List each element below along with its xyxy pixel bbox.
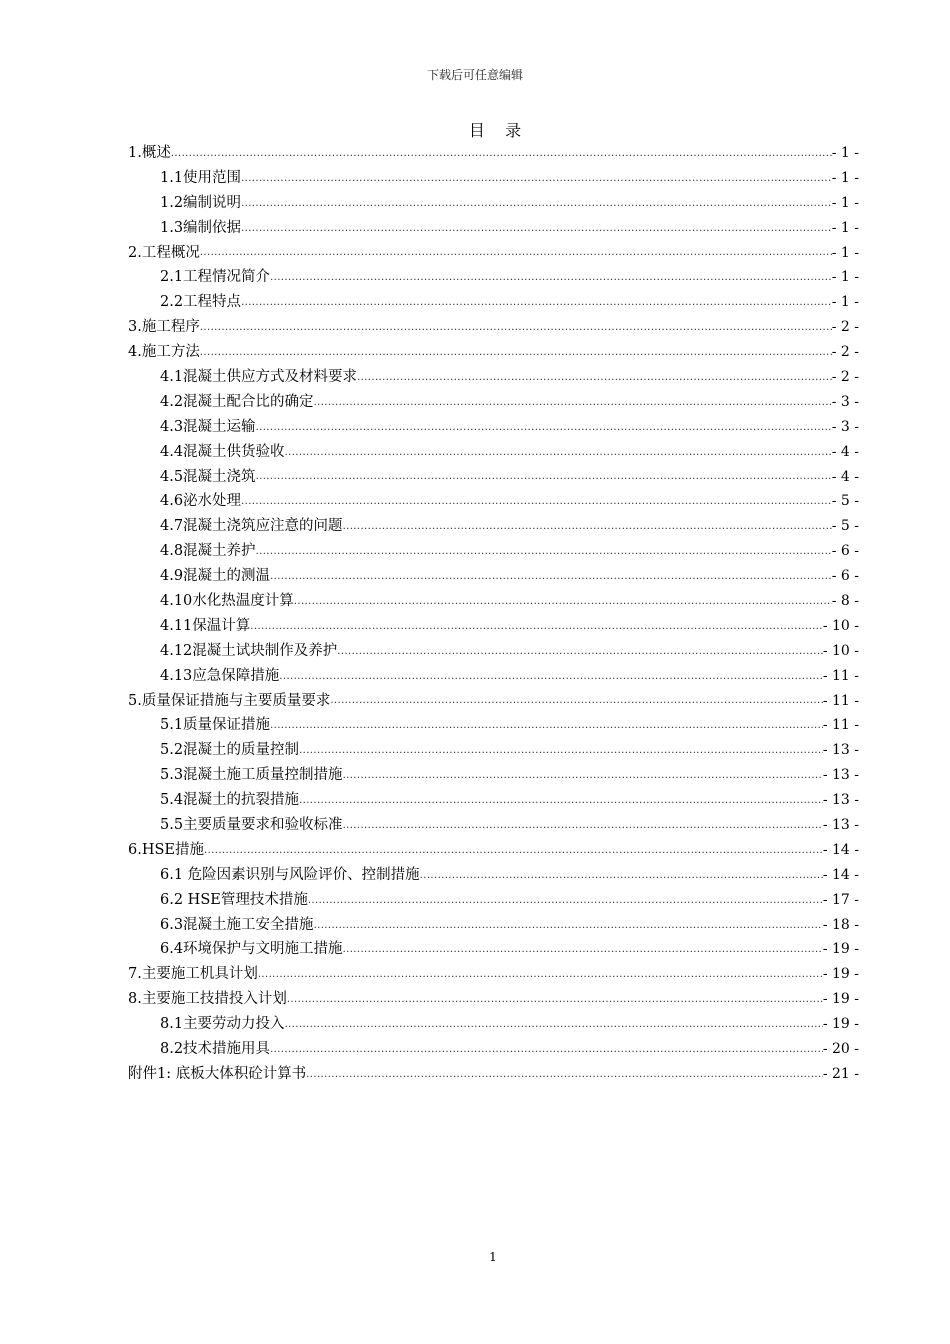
toc-entry-page: - 2 - xyxy=(831,369,859,385)
toc-entry[interactable] xyxy=(128,987,859,1012)
toc-entry-title: 1.概述 xyxy=(128,144,171,161)
toc-entry-title: 4.13应急保障措施 xyxy=(160,667,280,684)
toc-entry-page: - 5 - xyxy=(831,518,859,535)
toc-dot-leader xyxy=(241,197,832,211)
toc-entry-page: - 1 - xyxy=(831,294,859,311)
toc-entry[interactable] xyxy=(128,639,859,664)
toc-entry-title: 2.工程概况 xyxy=(128,244,200,261)
toc-entry-title: 4.3混凝土运输 xyxy=(160,418,256,435)
toc-entry[interactable] xyxy=(128,191,859,216)
toc-dot-leader xyxy=(256,421,832,435)
toc-entry[interactable] xyxy=(128,514,859,539)
toc-dot-leader xyxy=(343,819,823,833)
toc-dot-leader xyxy=(250,620,823,634)
toc-entry[interactable] xyxy=(128,440,859,465)
toc-entry-title: 附件1: 底板大体积砼计算书 xyxy=(128,1065,307,1082)
toc-dot-leader xyxy=(270,271,832,285)
toc-entry[interactable] xyxy=(128,813,859,838)
toc-entry[interactable] xyxy=(128,913,859,938)
toc-entry-page: - 11 - xyxy=(822,717,859,734)
toc-entry[interactable] xyxy=(128,539,859,564)
toc-dot-leader xyxy=(343,520,832,534)
toc-dot-leader xyxy=(204,844,823,858)
toc-entry[interactable] xyxy=(128,290,859,315)
toc-dot-leader xyxy=(299,744,823,758)
toc-entry-title: 3.施工程序 xyxy=(128,319,200,336)
toc-entry-page: - 13 - xyxy=(822,792,859,809)
toc-entry-title: 6.4环境保护与文明施工措施 xyxy=(160,941,343,958)
toc-dot-leader xyxy=(171,147,832,161)
toc-entry[interactable] xyxy=(128,564,859,589)
toc-entry-title: 8.1主要劳动力投入 xyxy=(160,1016,285,1033)
toc-entry-page: - 1 - xyxy=(831,144,859,161)
page-header: 下载后可任意编辑 xyxy=(426,68,523,82)
toc-entry-page: - 8 - xyxy=(831,593,859,610)
toc-entry-page: - 13 - xyxy=(822,817,859,834)
toc-entry[interactable] xyxy=(128,265,859,290)
toc-entry-page: - 2 - xyxy=(831,319,859,336)
toc-entry[interactable] xyxy=(128,216,859,241)
toc-dot-leader xyxy=(200,321,832,335)
toc-entry-page: - 6 - xyxy=(831,568,859,585)
toc-entry-title: 5.5主要质量要求和验收标准 xyxy=(160,817,343,834)
toc-entry[interactable] xyxy=(128,1012,859,1037)
toc-entry[interactable] xyxy=(128,589,859,614)
toc-dot-leader xyxy=(337,645,823,659)
toc-entry-title: 4.施工方法 xyxy=(128,344,200,361)
toc-entry-page: - 4 - xyxy=(831,443,859,460)
toc-entry[interactable] xyxy=(128,863,859,888)
toc-entry-page: - 21 - xyxy=(822,1065,859,1082)
toc-entry[interactable] xyxy=(128,1062,859,1087)
toc-entry-page: - 14 - xyxy=(822,841,859,858)
toc-entry-title: 4.6泌水处理 xyxy=(160,493,242,510)
toc-entry-page: - 1 - xyxy=(831,219,859,236)
toc-entry-page: - 19 - xyxy=(822,966,859,983)
toc-entry[interactable] xyxy=(128,614,859,639)
table-of-contents xyxy=(128,141,859,1087)
toc-entry-title: 4.2混凝土配合比的确定 xyxy=(160,393,314,410)
toc-entry-title: 2.2工程特点 xyxy=(160,294,242,311)
toc-entry-page: - 19 - xyxy=(822,1016,859,1033)
toc-dot-leader xyxy=(256,545,832,559)
toc-dot-leader xyxy=(330,694,822,708)
toc-entry-title: 4.1混凝土供应方式及材料要求 xyxy=(160,369,358,385)
toc-entry-page: - 5 - xyxy=(831,493,859,510)
toc-entry-page: - 18 - xyxy=(822,916,859,933)
toc-entry[interactable] xyxy=(128,888,859,913)
toc-dot-leader xyxy=(279,670,823,684)
toc-entry-page: - 4 - xyxy=(831,468,859,485)
toc-entry-title: 5.4混凝土的抗裂措施 xyxy=(160,792,300,809)
toc-entry-title: 4.8混凝土养护 xyxy=(160,543,256,560)
toc-entry[interactable] xyxy=(128,166,859,191)
toc-entry[interactable] xyxy=(128,390,859,415)
toc-dot-leader xyxy=(420,869,823,883)
toc-entry-page: - 1 - xyxy=(831,169,859,186)
toc-entry[interactable] xyxy=(128,713,859,738)
toc-entry-title: 1.3编制依据 xyxy=(160,219,242,236)
toc-entry-page: - 17 - xyxy=(822,891,859,908)
toc-dot-leader xyxy=(200,346,832,360)
toc-entry[interactable] xyxy=(128,838,859,863)
toc-entry[interactable] xyxy=(128,689,859,714)
toc-dot-leader xyxy=(270,719,823,733)
toc-dot-leader xyxy=(357,371,832,385)
toc-entry-title: 4.5混凝土浇筑 xyxy=(160,468,256,485)
toc-entry-page: - 10 - xyxy=(822,642,859,659)
toc-entry[interactable] xyxy=(128,763,859,788)
toc-entry-page: - 14 - xyxy=(822,866,859,883)
toc-dot-leader xyxy=(285,446,832,460)
toc-entry-title: 4.12混凝土试块制作及养护 xyxy=(160,642,338,659)
toc-entry-page: - 1 - xyxy=(831,194,859,211)
toc-dot-leader xyxy=(200,246,832,260)
toc-entry-page: - 10 - xyxy=(822,617,859,634)
toc-entry-title: 7.主要施工机具计划 xyxy=(128,966,258,983)
toc-dot-leader xyxy=(308,894,823,908)
toc-entry-title: 2.1工程情况简介 xyxy=(160,269,271,286)
toc-entry-page: - 2 - xyxy=(831,344,859,361)
toc-entry-title: 4.10水化热温度计算 xyxy=(160,593,294,610)
toc-dot-leader xyxy=(241,296,832,310)
toc-entry-title: 1.2编制说明 xyxy=(160,194,242,211)
toc-dot-leader xyxy=(314,396,832,410)
toc-dot-leader xyxy=(287,993,823,1007)
toc-entry-page: - 19 - xyxy=(822,991,859,1008)
toc-entry-title: 8.2技术措施用具 xyxy=(160,1041,271,1058)
toc-entry-title: 1.1使用范围 xyxy=(160,169,242,186)
toc-entry-title: 4.9混凝土的测温 xyxy=(160,568,271,585)
toc-entry-title: 6.3混凝土施工安全措施 xyxy=(160,916,314,933)
toc-entry-title: 4.4混凝土供货验收 xyxy=(160,443,285,460)
toc-entry[interactable] xyxy=(128,788,859,813)
toc-dot-leader xyxy=(294,595,832,609)
toc-entry-title: 5.2混凝土的质量控制 xyxy=(160,742,300,759)
toc-entry[interactable] xyxy=(128,962,859,987)
toc-entry-page: - 13 - xyxy=(822,742,859,759)
toc-entry-page: - 6 - xyxy=(831,543,859,560)
toc-entry-page: - 11 - xyxy=(822,667,859,684)
toc-entry[interactable] xyxy=(128,340,859,365)
toc-entry-title: 4.7混凝土浇筑应注意的问题 xyxy=(160,518,343,535)
page-number: 1 xyxy=(489,1250,497,1264)
toc-entry[interactable] xyxy=(128,738,859,763)
toc-entry-title: 5.质量保证措施与主要质量要求 xyxy=(128,692,331,709)
toc-dot-leader xyxy=(306,1068,823,1082)
toc-dot-leader xyxy=(343,943,823,957)
toc-entry-page: - 11 - xyxy=(822,692,859,709)
toc-entry-page: - 13 - xyxy=(822,767,859,784)
toc-dot-leader xyxy=(299,794,823,808)
toc-entry-page: - 3 - xyxy=(831,393,859,410)
toc-entry[interactable] xyxy=(128,415,859,440)
toc-entry-title: 5.3混凝土施工质量控制措施 xyxy=(160,767,343,784)
toc-entry[interactable] xyxy=(128,315,859,340)
toc-dot-leader xyxy=(343,769,823,783)
toc-dot-leader xyxy=(256,470,832,484)
toc-entry-title: 6.HSE措施 xyxy=(128,841,204,858)
toc-title: 目 录 xyxy=(468,121,522,140)
toc-entry[interactable] xyxy=(128,465,859,490)
toc-dot-leader xyxy=(241,222,832,236)
toc-entry-title: 4.11保温计算 xyxy=(160,617,251,634)
toc-dot-leader xyxy=(270,570,832,584)
toc-entry[interactable] xyxy=(128,664,859,689)
toc-dot-leader xyxy=(285,1018,823,1032)
toc-entry[interactable] xyxy=(128,1037,859,1062)
toc-entry-title: 6.1 危险因素识别与风险评价、控制措施 xyxy=(160,866,420,883)
toc-dot-leader xyxy=(241,495,832,509)
toc-entry-page: - 3 - xyxy=(831,418,859,435)
toc-dot-leader xyxy=(258,968,823,982)
toc-entry-title: 6.2 HSE管理技术措施 xyxy=(160,891,308,908)
toc-entry[interactable] xyxy=(128,141,859,166)
toc-dot-leader xyxy=(241,172,832,186)
toc-entry-title: 5.1质量保证措施 xyxy=(160,717,271,734)
toc-entry-page: - 19 - xyxy=(822,941,859,958)
toc-entry-page: - 20 - xyxy=(822,1041,859,1058)
toc-entry-page: - 1 - xyxy=(831,244,859,261)
toc-dot-leader xyxy=(314,919,823,933)
toc-entry-title: 8.主要施工技措投入计划 xyxy=(128,991,287,1008)
toc-entry[interactable] xyxy=(128,489,859,514)
toc-entry-page: - 1 - xyxy=(831,269,859,286)
toc-dot-leader xyxy=(270,1043,823,1057)
toc-entry[interactable] xyxy=(128,938,859,963)
toc-entry[interactable] xyxy=(128,241,859,266)
toc-entry[interactable] xyxy=(128,365,859,390)
